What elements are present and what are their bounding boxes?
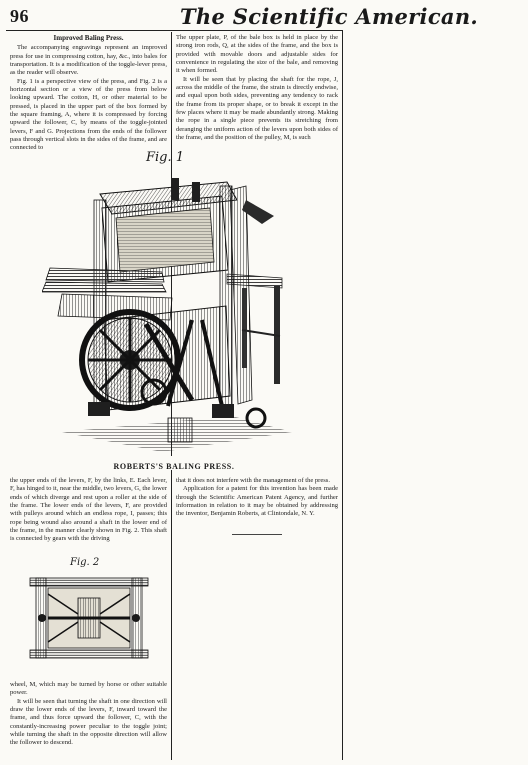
paragraph: wheel, M, which may be turned by horse or other suitable power. <box>10 681 167 697</box>
end-rule <box>232 534 282 535</box>
paragraph: It will be seen that by placing the shaft for the rope, J, across the middle of the frame, the strain is directly endwise, and equal upon both sides, preventing any tendency to rack the frame from its proper shape, or to break it except in the few places where it may be made abundantly strong. Making the rope in a single piece prevents its stretching from deranging the uniform action of the levers upon both sides of the frame, and the position of the pulley, M, is such <box>176 75 338 142</box>
column-1-bottom <box>10 477 167 544</box>
column-2-top <box>176 34 338 142</box>
column-divider-lower <box>171 470 172 760</box>
fig-1-label: Fig. 1 <box>146 150 185 165</box>
page-header <box>10 4 510 30</box>
paragraph: Fig. 1 is a perspective view of the press, and Fig. 2 is a horizontal section or a view of the press from below looking upward. The cotton, H, or other material to be pressed, is placed in the upper part of the box formed by the square framing, A, where it is compressed by forcing upward the follower, C, by means of the toggle-jointed levers, F and G. Projections from the ends of the follower pass through vertical slots in the sides of the frame, and are connected to <box>10 77 167 152</box>
figure-caption: ROBERTS'S BALING PRESS. <box>113 462 235 471</box>
article-title: Improved Baling Press. <box>53 34 124 42</box>
page-edge-rule <box>342 30 343 760</box>
paragraph: the upper ends of the levers, F, by the links, E. Each lever, F, has hinged to it, near the middle, two levers, G, the lower ends of which diverge and rest upon a roller at the side of the frame. The lower ends of the levers, F, are provided with pulleys around which an endless rope, I, passes; this rope being wound also around a shaft in the lower end of the frame, in the manner clearly shown in Fig. 2. This shaft is connected by gears with the driving <box>10 477 167 543</box>
masthead: The Scientific American. <box>180 4 479 29</box>
paragraph: that it does not interfere with the management of the press. <box>176 477 330 484</box>
header-rule <box>6 30 342 31</box>
baling-press-engraving <box>42 170 302 458</box>
paragraph: The accompanying engravings represent an improved press for use in compressing cotton, hay, &c., into bales for transportation. It is a modification of the toggle-lever press, as the reader will observe. <box>10 44 167 77</box>
fig-2-label: Fig. 2 <box>70 557 100 568</box>
column-2-bottom <box>176 477 338 519</box>
paragraph: Application for a patent for this invention has been made through the Scientific American Patent Agency, and further information in relation to it may be obtained by addressing the inventor, Benjamin Roberts, at Clintondale, N. Y. <box>176 485 338 518</box>
paragraph: The upper plate, P, of the bale box is held in place by the strong iron rods, Q, at the sides of the frame, and the box is provided with movable doors and adjustable sides for convenience in regulating the size of the bale, and removing it when formed. <box>176 34 338 75</box>
paragraph: It will be seen that turning the shaft in one direction will draw the lower ends of the levers, F, inward toward the frame, and thus force upward the follower, C, with the constantly-increasing power peculiar to the toggle joint; while turning the shaft in the opposite direction will allow the follower to descend. <box>10 697 167 747</box>
press-section-engraving <box>28 574 150 664</box>
column-1-top <box>10 34 167 153</box>
page-number: 96 <box>10 6 29 26</box>
column-1-last <box>10 681 167 748</box>
